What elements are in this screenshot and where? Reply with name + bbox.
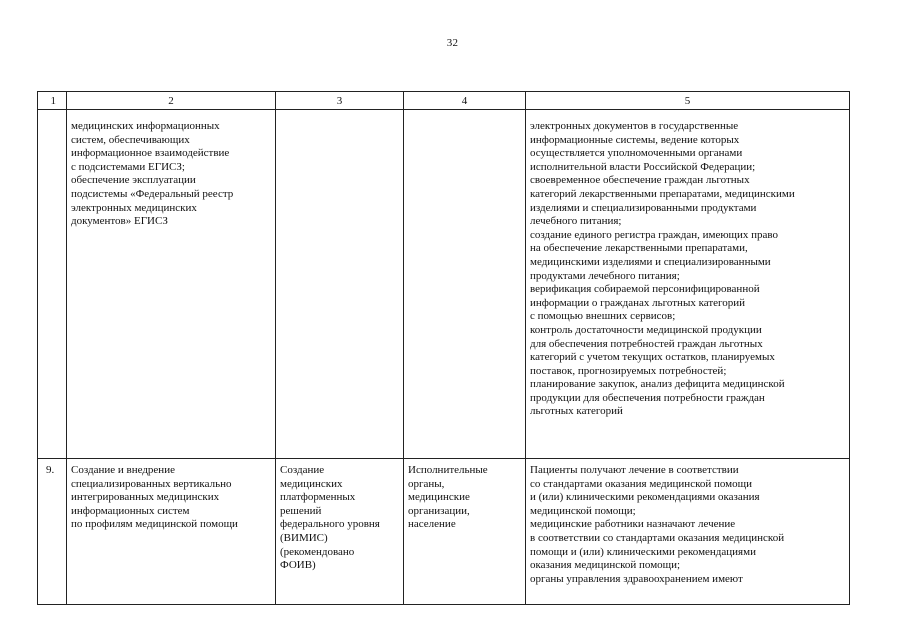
executors-cell bbox=[404, 110, 526, 459]
result-cell: электронных документов в государственные информационные системы, ведение которых осуществляется уполномоченными органами исполнительной власти Российской Федерации; своевременное обеспечение граждан льготных категорий лекарственными препаратами, медицинскими изделиями и специализированными продуктами лечебного питания; создание единого регистра граждан, имеющих право на обеспечение лекарственными препаратами, медицинскими изделиями и специализированными продуктами лечебного питания; верификация собираемой персонифицированной информации о гражданах льготных категорий с помощью внешних сервисов; контроль достаточности медицинской продукции для обеспечения потребностей граждан льготных категорий с учетом текущих остатков, планируемых поставок, прогнозируемых потребностей; планирование закупок, анализ дефицита медицинской продукции для обеспечения потребности граждан льготных категорий bbox=[526, 110, 850, 459]
document-table bbox=[37, 91, 850, 605]
result-cell: Пациенты получают лечение в соответствии со стандартами оказания медицинской помощи и (или) клиническими рекомендациями оказания медицинской помощи; медицинские работники назначают лечение в соответствии со стандартами оказания медицинской помощи и (или) клиническими рекомендациями оказания медицинской помощи; органы управления здравоохранением имеют bbox=[526, 459, 850, 605]
table-row bbox=[38, 459, 850, 605]
column-number-2: 2 bbox=[67, 92, 276, 110]
column-number-4: 4 bbox=[404, 92, 526, 110]
mechanism-cell: Создание медицинских платформенных решений федерального уровня (ВИМИС) (рекомендовано ФОИВ) bbox=[276, 459, 404, 605]
row-number-cell: 9. bbox=[38, 459, 67, 605]
mechanism-cell bbox=[276, 110, 404, 459]
measure-cell: Создание и внедрение специализированных вертикально интегрированных медицинских информационных систем по профилям медицинской помощи bbox=[67, 459, 276, 605]
page-number: 32 bbox=[446, 37, 459, 49]
row-number-cell bbox=[38, 110, 67, 459]
column-number-1: 1 bbox=[38, 92, 67, 110]
column-number-3: 3 bbox=[276, 92, 404, 110]
column-number-5: 5 bbox=[526, 92, 850, 110]
table-header-row bbox=[38, 92, 850, 110]
table-row bbox=[38, 110, 850, 459]
measure-cell: медицинских информационных систем, обеспечивающих информационное взаимодействие с подсистемами ЕГИСЗ; обеспечение эксплуатации подсистемы «Федеральный реестр электронных медицинских документов» ЕГИСЗ bbox=[67, 110, 276, 459]
executors-cell: Исполнительные органы, медицинские организации, население bbox=[404, 459, 526, 605]
